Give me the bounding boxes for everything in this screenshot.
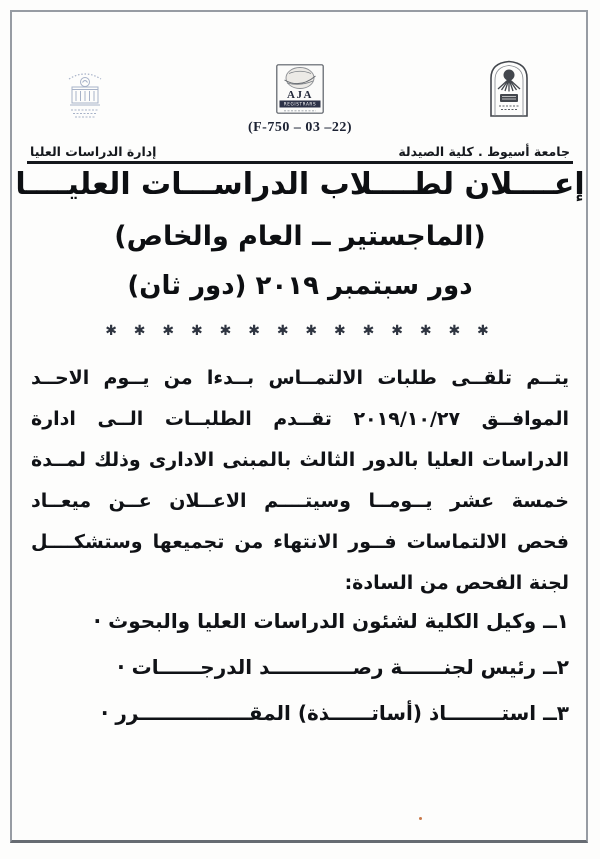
assiut-university-seal-logo <box>486 57 532 121</box>
body-line: يتــم تلقــى طلبات الالتمــاس بــدءا من يــوم الاحــد <box>31 367 569 389</box>
scan-artifact <box>419 817 422 820</box>
aja-logo-text: AJA <box>287 89 313 101</box>
header-divider-rule <box>27 161 573 164</box>
body-line: خمسة عشر يــومــا وسيتــــم الاعــلان عــن ميعــاد <box>31 490 569 512</box>
university-faculty-label: جامعة أسيوط . كلية الصيدلة <box>398 144 570 159</box>
announcement-body <box>31 358 569 604</box>
body-line: فحص الالتماسات فــور الانتهاء من تجميعها وستشكــــل <box>31 531 569 553</box>
aja-registrars-logo <box>276 64 324 114</box>
committee-item: ٣ــ استــــــــاذ (أساتــــــذة) المقــــــــــــــــرر · <box>100 701 569 725</box>
body-line: الموافــق ٢٠١٩/١٠/٢٧ تقــدم الطلبــات الــى ادارة <box>31 408 569 430</box>
form-ref-code: (F-750 – 03 –22) <box>247 120 353 135</box>
announcement-title: إعــــلان لطــــلاب الدراســـات العليــــا <box>15 167 585 202</box>
asterisk-separator: ✱ ✱ ✱ ✱ ✱ ✱ ✱ ✱ ✱ ✱ ✱ ✱ ✱ ✱ <box>105 323 495 339</box>
session-line: دور سبتمبر ٢٠١٩ (دور ثان) <box>127 271 473 301</box>
committee-list <box>31 598 569 736</box>
committee-item: ٢ــ رئيس لجنــــــة رصــــــــــــد الدرجــــــات · <box>117 655 569 679</box>
aja-band-text: REGISTRARS <box>283 101 317 107</box>
degree-subtitle: (الماجستير ــ العام والخاص) <box>114 221 486 252</box>
committee-item: ١ــ وكيل الكلية لشئون الدراسات العليا والبحوث · <box>93 609 569 633</box>
pharmacy-college-seal-logo <box>57 66 113 124</box>
body-line: الدراسات العليا بالدور الثالث بالمبنى الادارى وذلك لمــدة <box>31 449 569 471</box>
body-line: لجنة الفحص من السادة: <box>344 572 569 594</box>
graduate-studies-admin-label: إدارة الدراسات العليا <box>30 144 157 159</box>
